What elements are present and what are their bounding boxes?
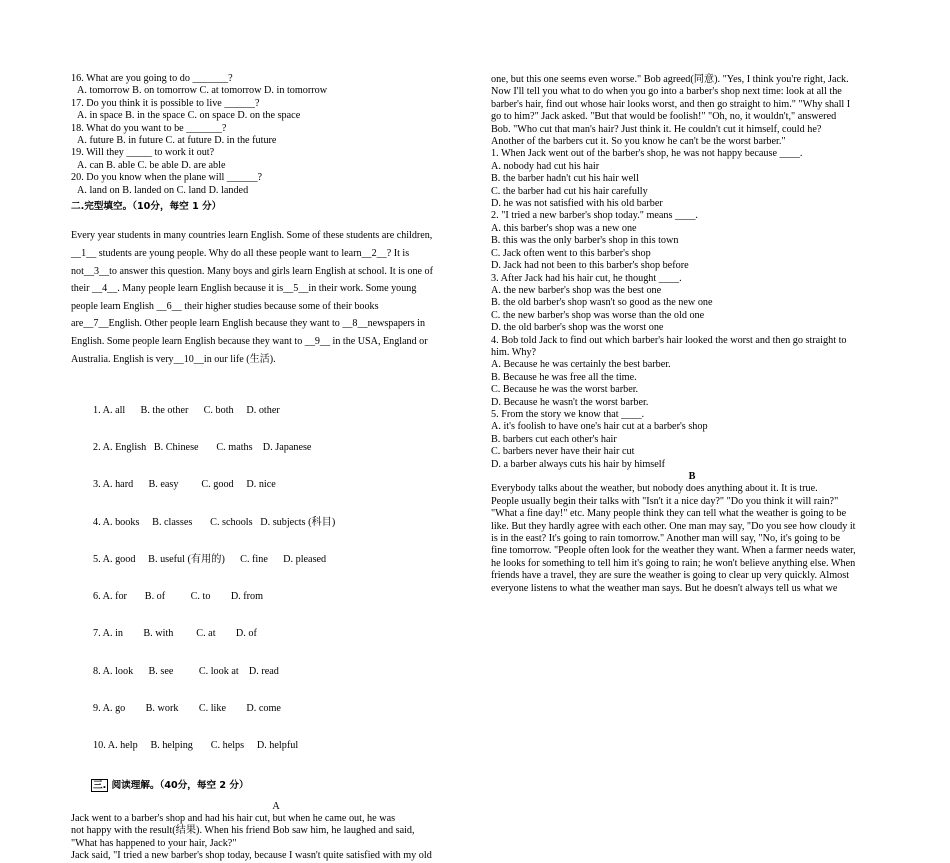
passage-line: Now I'll tell you what to do when you go into a barber's shop next time: look at all the	[491, 86, 842, 98]
reading-question-3: 3. After Jack had his hair cut, he thought ____.	[491, 272, 682, 284]
question-18: 18. What do you want to be _______?	[71, 122, 227, 134]
cloze-option-row: 3. A. hard B. easy C. good D. nice	[93, 479, 276, 491]
passage-line: Another of the barbers cut it. So you know he can't be the worst barber."	[491, 136, 786, 148]
option: B. this was the only barber's shop in this town	[491, 235, 679, 247]
question-19: 19. Will they _____ to work it out?	[71, 147, 215, 159]
passage-b-line: he looks for something to tell him it's going to rain; he won't believe anything else. When	[491, 557, 856, 569]
section1-questions	[71, 73, 481, 197]
reading-question-5: 5. From the story we know that ____.	[491, 408, 645, 420]
option: A. it's foolish to have one's hair cut at a barber's shop	[491, 421, 708, 433]
passage-b-line: Everybody talks about the weather, but nobody does anything about it. It is true.	[491, 483, 818, 495]
passage-b-line: fine tomorrow. "People often look for the weather they want. When a farmer needs water,	[491, 545, 856, 557]
cloze-passage	[71, 227, 481, 368]
cloze-line: __1__ students are young people. Why do all these people want to learn__2__? It is	[71, 248, 410, 260]
cloze-option-row: 5. A. good B. useful (有用的) C. fine D. pleased	[93, 553, 327, 565]
passage-b-line: like. But they hardly agree with each other. One man may say, "Do you see how cloudy it	[491, 520, 856, 532]
passage-a-line: Jack went to a barber's shop and had his hair cut, but when he came out, he was	[71, 813, 396, 825]
reading-question-4-cont: him. Why?	[491, 346, 537, 358]
reading-questions	[491, 148, 893, 471]
option: A. Because he was certainly the best barber.	[491, 359, 671, 371]
section2-heading: 二.完型填空。（10分，每空 1 分）	[71, 201, 222, 213]
reading-question-4: 4. Bob told Jack to find out which barber's hair looked the worst and then go straight to	[491, 334, 847, 346]
section3-title: 阅读理解。（40分，每空 2 分）	[108, 780, 249, 792]
passage-line: Bob. "Who cut that man's hair? Just think it. He couldn't cut it himself, could he?	[491, 123, 822, 135]
passage-a-line: Jack said, "I tried a new barber's shop today, because I wasn't quite satisfied with my old	[71, 850, 432, 862]
question-18-options: A. future B. in future C. at future D. in the future	[77, 135, 277, 147]
cloze-option-row: 9. A. go B. work C. like D. come	[93, 702, 281, 714]
cloze-option-row: 1. A. all B. the other C. both D. other	[93, 405, 280, 417]
passage-b-line: is in the east? It's going to rain tomorrow." Another man will say, "No, it's going to be	[491, 533, 841, 545]
option: D. Jack had not been to this barber's shop before	[491, 260, 689, 272]
passage-a-line: "What has happened to your hair, Jack?"	[71, 837, 237, 849]
cloze-line: Every year students in many countries learn English. Some of these students are children,	[71, 230, 433, 242]
passage-a-title: A	[272, 800, 280, 812]
option: A. the new barber's shop was the best one	[491, 284, 662, 296]
passage-a-continued	[491, 74, 893, 148]
passage-b-line: friends have a travel, they are sure the weather is going to clear up very quickly. Almost	[491, 570, 850, 582]
option: B. barbers cut each other's hair	[491, 433, 617, 445]
cloze-options	[71, 380, 481, 777]
option: C. Jack often went to this barber's shop	[491, 247, 651, 259]
option: D. a barber always cuts his hair by himself	[491, 458, 665, 470]
passage-line: one, but this one seems even worse." Bob agreed(同意). "Yes, I think you're right, Jack.	[491, 74, 849, 85]
passage-a	[71, 813, 481, 863]
option: B. the barber hadn't cut his hair well	[491, 173, 639, 185]
cloze-line: people learn English __6__ their higher studies because some of their books	[71, 300, 379, 312]
cloze-line: Australia. English is very__10__in our life (生活).	[71, 353, 276, 365]
cloze-line: not__3__to answer this question. Many boys and girls learn English at school. It is one of	[71, 265, 433, 277]
cloze-option-row: 2. A. English B. Chinese C. maths D. Japanese	[93, 442, 312, 454]
section3-number: 三.	[93, 780, 107, 792]
reading-question-1: 1. When Jack went out of the barber's shop, he was not happy because ____.	[491, 148, 803, 160]
cloze-line: are__7__English. Other people learn English because they want to __8__newspapers in	[71, 318, 426, 330]
option: D. the old barber's shop was the worst one	[491, 322, 664, 334]
option: A. this barber's shop was a new one	[491, 222, 637, 234]
cloze-option-row: 6. A. for B. of C. to D. from	[93, 591, 264, 603]
question-19-options: A. can B. able C. be able D. are able	[77, 159, 226, 171]
left-column	[71, 0, 481, 863]
passage-b-line: People usually begin their talks with "Isn't it a nice day?" "Do you think it will rain?"	[491, 495, 839, 507]
question-20-options: A. land on B. landed on C. land D. landed	[77, 184, 249, 196]
option: B. the old barber's shop wasn't so good as the new one	[491, 297, 713, 309]
cloze-line: English. Some people learn English because they want to __9__ in the USA, England or	[71, 336, 428, 348]
option: C. Because he was the worst barber.	[491, 384, 639, 396]
question-17: 17. Do you think it is possible to live ______?	[71, 97, 260, 109]
option: D. he was not satisfied with his old barber	[491, 198, 663, 210]
question-16-options: A. tomorrow B. on tomorrow C. at tomorrow D. in tomorrow	[77, 85, 328, 97]
reading-question-2: 2. "I tried a new barber's shop today." means ____.	[491, 210, 698, 222]
cloze-option-row: 8. A. look B. see C. look at D. read	[93, 665, 279, 677]
cloze-line: their __4__. Many people learn English because it is__5__in their work. Some young	[71, 283, 417, 295]
question-16: 16. What are you going to do _______?	[71, 73, 233, 84]
option: C. the barber had cut his hair carefully	[491, 185, 648, 197]
passage-b-title: B	[688, 471, 696, 482]
passage-line: barber's hair, find out whose hair looks worst, and then go straight to him." "Why shall I	[491, 98, 851, 110]
passage-a-line: not happy with the result(结果). When his friend Bob saw him, he laughed and said,	[71, 825, 415, 837]
option: B. Because he was free all the time.	[491, 371, 637, 383]
passage-b-line: "What a fine day!" etc. Many people think they can tell what the weather is going to be	[491, 508, 847, 520]
section3-heading	[71, 780, 481, 792]
option: D. Because he wasn't the worst barber.	[491, 396, 649, 408]
option: C. barbers never have their hair cut	[491, 446, 635, 458]
option: C. the new barber's shop was worse than the old one	[491, 309, 705, 321]
passage-b-line: everyone listens to what the weather man says. But he doesn't always tell us what we	[491, 582, 838, 594]
cloze-option-row: 7. A. in B. with C. at D. of	[93, 628, 257, 640]
passage-line: go to him?" Jack asked. "But that would be foolish!" "Oh, no, it wouldn't," answered	[491, 111, 837, 123]
right-column	[491, 0, 893, 595]
option: A. nobody had cut his hair	[491, 160, 600, 172]
cloze-option-row: 4. A. books B. classes C. schools D. subjects (科目)	[93, 516, 336, 528]
passage-b	[491, 483, 893, 595]
question-17-options: A. in space B. in the space C. on space D. on the space	[77, 110, 301, 122]
question-20: 20. Do you know when the plane will ______?	[71, 172, 262, 184]
cloze-option-row: 10. A. help B. helping C. helps D. helpful	[93, 740, 299, 751]
